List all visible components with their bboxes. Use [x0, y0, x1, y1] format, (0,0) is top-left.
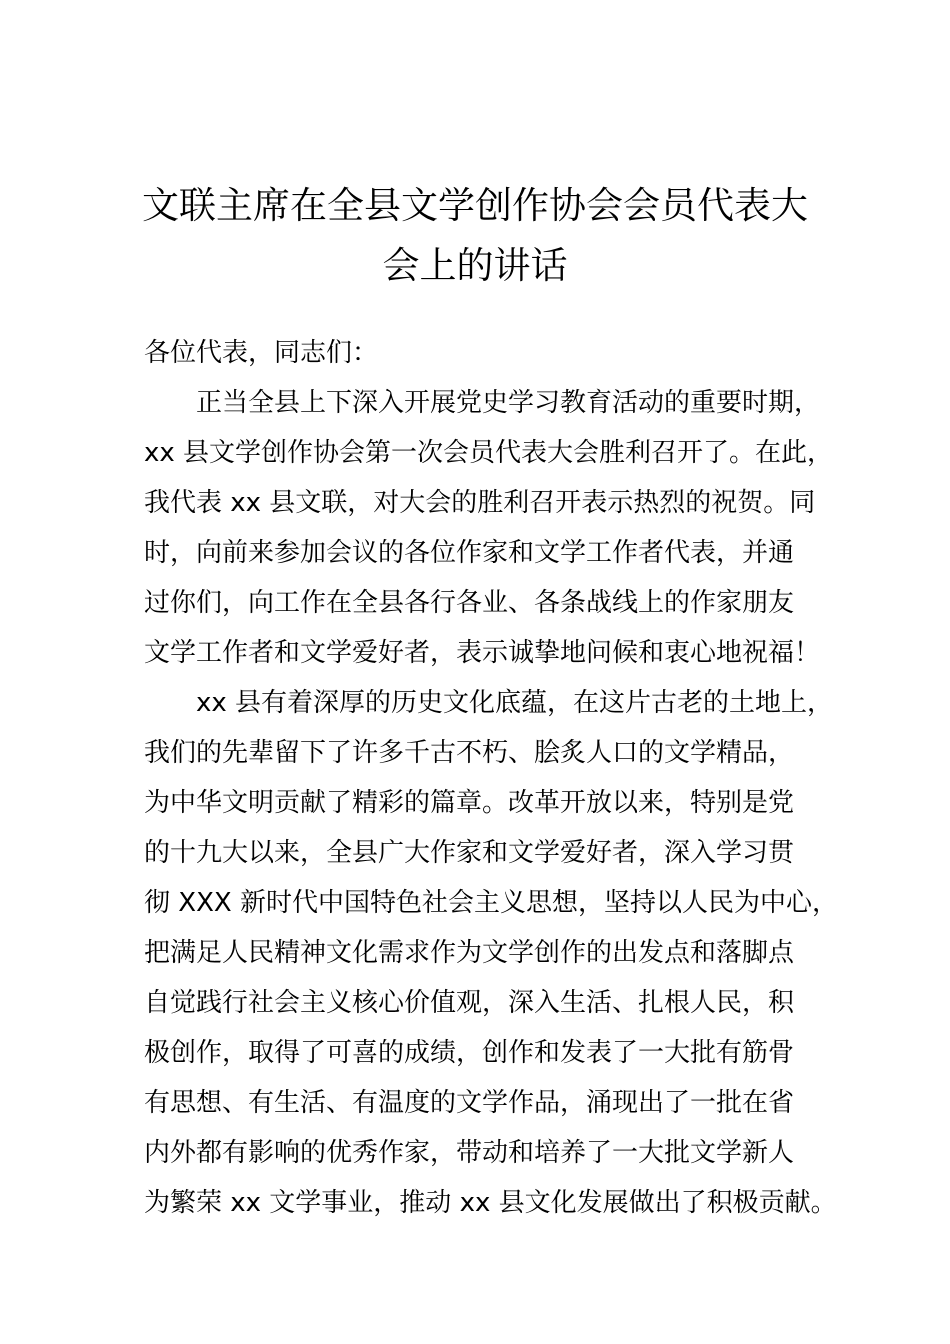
- title-line-2: 会上的讲话: [382, 244, 568, 287]
- text-line: 自觉践行社会主义核心价值观，深入生活、扎根人民，积: [144, 988, 795, 1018]
- text-line: 为中华文明贡献了精彩的篇章。改革开放以来，特别是党: [144, 788, 795, 818]
- text-line: 内外都有影响的优秀作家，带动和培养了一大批文学新人: [144, 1138, 795, 1168]
- text-line: xx 县文学创作协会第一次会员代表大会胜利召开了。在此，: [144, 438, 834, 468]
- paragraph-lines: [144, 378, 838, 1228]
- text-line: 彻 XXX 新时代中国特色社会主义思想，坚持以人民为中心，: [144, 888, 838, 918]
- text-line: xx 县有着深厚的历史文化底蕴，在这片古老的土地上，: [196, 688, 834, 718]
- salutation: 各位代表，同志们：: [144, 338, 379, 368]
- text-line: 的十九大以来，全县广大作家和文学爱好者，深入学习贯: [144, 838, 795, 868]
- text-line: 极创作，取得了可喜的成绩，创作和发表了一大批有筋骨: [144, 1038, 795, 1068]
- text-line: 把满足人民精神文化需求作为文学创作的出发点和落脚点: [144, 938, 795, 968]
- text-line: 正当全县上下深入开展党史学习教育活动的重要时期，: [196, 388, 821, 418]
- text-line: 我们的先辈留下了许多千古不朽、脍炙人口的文学精品，: [144, 738, 795, 768]
- text-line: 有思想、有生活、有温度的文学作品，涌现出了一批在省: [144, 1088, 795, 1118]
- text-line: 为繁荣 xx 文学事业，推动 xx 县文化发展做出了积极贡献。: [144, 1188, 837, 1218]
- text-line: 过你们，向工作在全县各行各业、各条战线上的作家朋友: [144, 588, 795, 618]
- text-line: 时，向前来参加会议的各位作家和文学工作者代表，并通: [144, 538, 795, 568]
- document-title: [140, 176, 810, 296]
- text-line: 我代表 xx 县文联，对大会的胜利召开表示热烈的祝贺。同: [144, 488, 816, 518]
- document-body: [144, 328, 838, 1228]
- text-line: 文学工作者和文学爱好者，表示诚挚地问候和衷心地祝福！: [144, 638, 821, 668]
- title-line-1: 文联主席在全县文学创作协会会员代表大: [142, 184, 808, 227]
